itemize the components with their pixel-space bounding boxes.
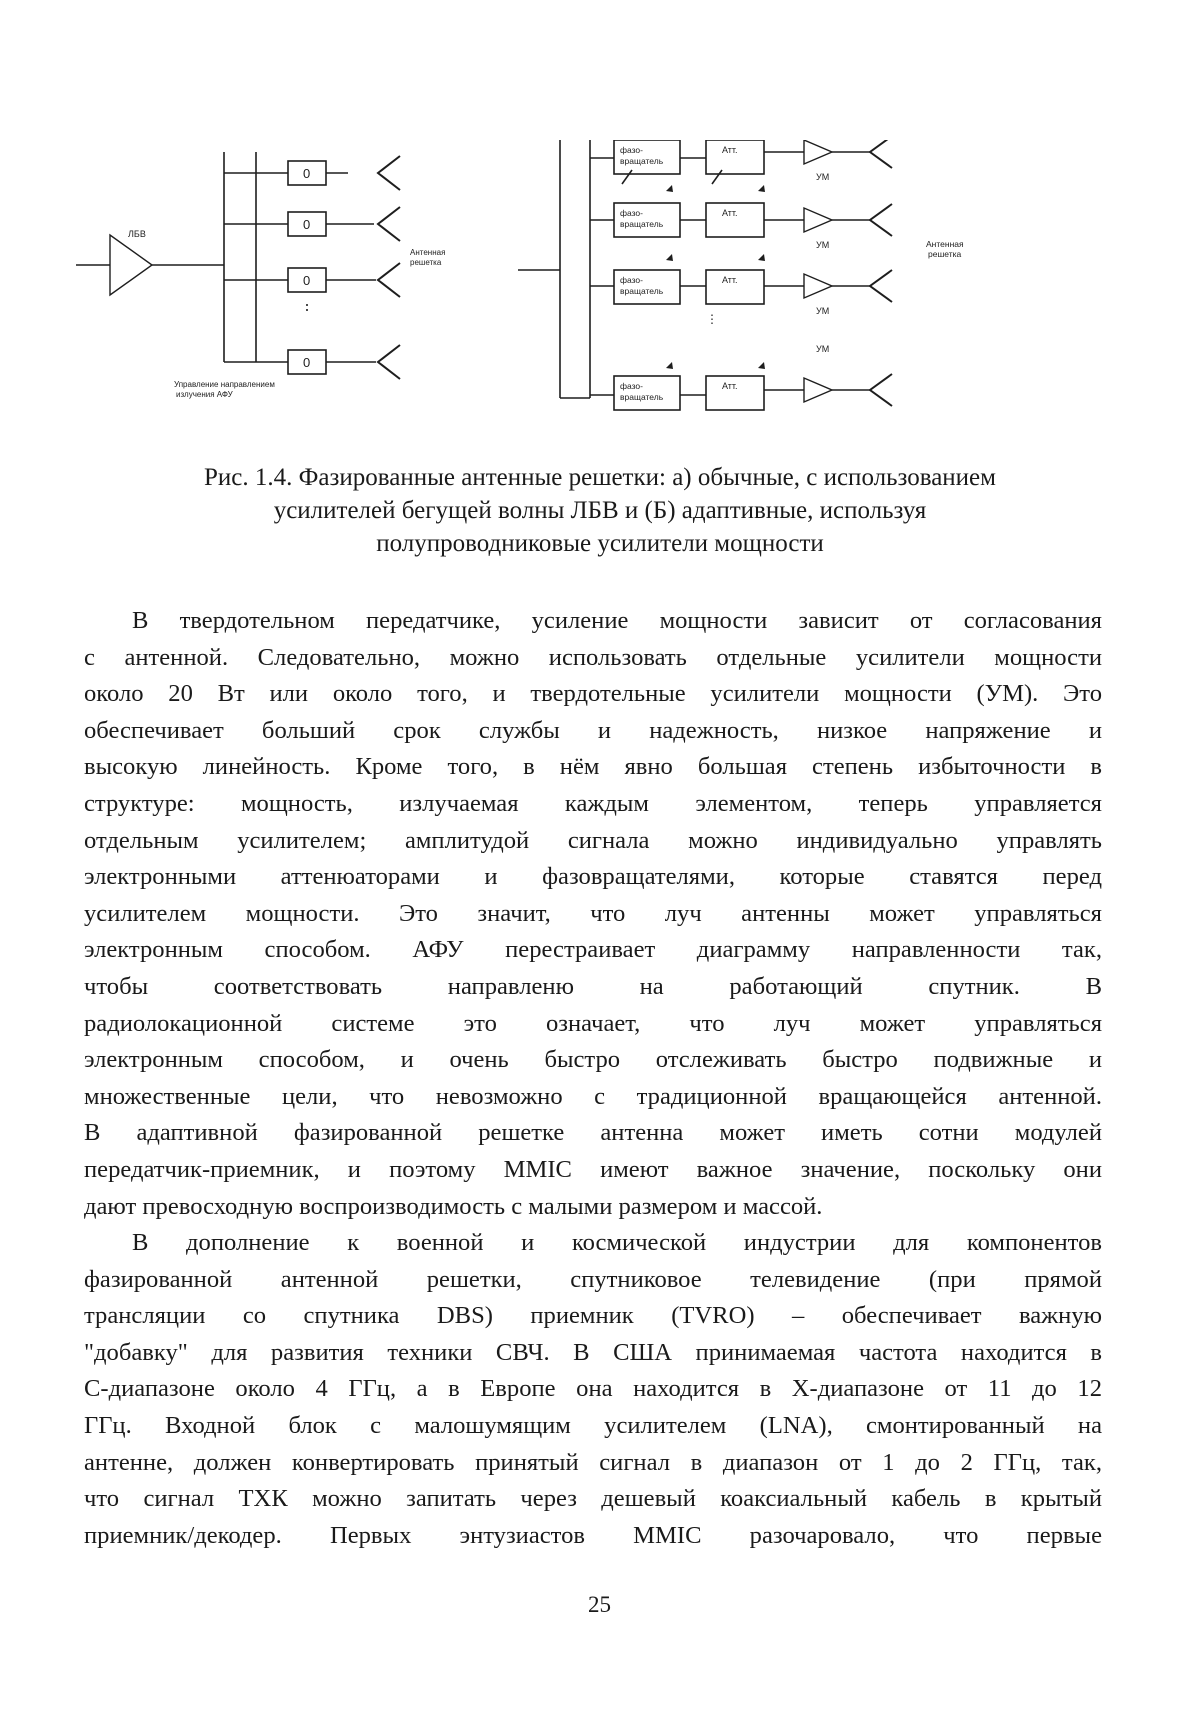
tr-module — [590, 254, 892, 316]
svg-text:0: 0 — [303, 166, 311, 181]
svg-text:фазо-: фазо- — [620, 381, 643, 391]
svg-text:Атт.: Атт. — [722, 381, 738, 391]
antenna-element-icon — [378, 263, 400, 297]
text-line: фазированной антенной решетки, спутниковое телевидение (при прямой — [84, 1265, 1102, 1293]
text-line: электронным способом. АФУ перестраивает диаграмму направленности так, — [84, 936, 1102, 964]
text-line: с антенной. Следовательно, можно использовать отдельные усилители мощности — [84, 643, 1102, 671]
caption-line: полупроводниковые усилители мощности — [376, 530, 824, 557]
phased-array-diagram — [70, 140, 1130, 460]
text-line: множественные цели, что невозможно с традиционной вращающейся антенной. — [84, 1082, 1102, 1110]
text-line: около 20 Вт или около того, и твердотельные усилители мощности (УМ). Это — [84, 680, 1102, 708]
text-line: чтобы соответствовать направленю на работающий спутник. В — [84, 972, 1102, 1000]
text-line: электронным способом, и очень быстро отслеживать быстро подвижные и — [84, 1046, 1102, 1074]
text-line: приемник/декодер. Первых энтузиастов MMIC разочаровало, что первые — [84, 1521, 1102, 1549]
text-line: обеспечивает больший срок службы и надежность, низкое напряжение и — [84, 716, 1102, 744]
svg-text:фазо-: фазо- — [620, 145, 643, 155]
text-line: В адаптивной фазированной решетке антенна может иметь сотни модулей — [84, 1119, 1102, 1147]
caption-line: Рис. 1.4. Фазированные антенные решетки: а) обычные, с использованием — [204, 464, 996, 491]
svg-text:Атт.: Атт. — [722, 275, 738, 285]
antenna-array-label: Антенная — [410, 248, 446, 257]
svg-text:фазо-: фазо- — [620, 275, 643, 285]
phase-branch — [224, 156, 400, 190]
svg-text:фазо-: фазо- — [620, 208, 643, 218]
antenna-element-icon — [870, 374, 892, 406]
figure-caption — [110, 461, 1090, 560]
svg-text:УМ: УМ — [816, 344, 830, 354]
diagram-b-adaptive — [518, 140, 964, 410]
text-line: радиолокационной системе это означает, что луч может управляться — [84, 1009, 1102, 1037]
antenna-element-icon — [870, 270, 892, 302]
power-amplifier-symbol — [804, 274, 832, 298]
twt-amplifier-symbol — [110, 235, 152, 295]
phase-branch — [256, 345, 400, 379]
antenna-element-icon — [870, 204, 892, 236]
tr-module — [590, 140, 892, 184]
svg-text:0: 0 — [303, 273, 311, 288]
svg-text:0: 0 — [303, 217, 311, 232]
power-amplifier-symbol — [804, 208, 832, 232]
svg-text:УМ: УМ — [816, 306, 830, 316]
antenna-element-icon — [870, 140, 892, 168]
svg-text:0: 0 — [303, 355, 311, 370]
power-amplifier-symbol — [804, 140, 832, 164]
text-line: усилителем мощности. Это значит, что луч антенны может управляться — [84, 899, 1102, 927]
caption-line: усилителей бегущей волны ЛБВ и (Б) адаптивные, используя — [273, 497, 927, 524]
text-line: что сигнал ТХК можно запитать через дешевый коаксиальный кабель в крытый — [84, 1485, 1102, 1513]
beam-control-label: Управление направлением — [174, 380, 275, 389]
phase-branch — [224, 263, 400, 297]
svg-text:решетка: решетка — [928, 249, 962, 259]
antenna-element-icon — [378, 207, 400, 241]
text-line: В дополнение к военной и космической индустрии для компонентов — [132, 1229, 1102, 1257]
svg-text:решетка: решетка — [410, 258, 442, 267]
svg-text:⋮: ⋮ — [706, 312, 718, 326]
svg-text:вращатель: вращатель — [620, 392, 664, 402]
antenna-element-icon — [378, 156, 400, 190]
text-line: передатчик-приемник, и поэтому MMIC имеют важное значение, поскольку они — [84, 1155, 1102, 1183]
text-line: трансляции со спутника DBS) приемник (TVRO) – обеспечивает важную — [84, 1302, 1102, 1330]
twt-label: ЛБВ — [128, 229, 146, 239]
phase-branch — [224, 207, 400, 241]
svg-text:вращатель: вращатель — [620, 156, 664, 166]
text-line: ГГц. Входной блок с малошумящим усилителем (LNA), смонтированный на — [84, 1412, 1102, 1440]
text-line: В твердотельном передатчике, усиление мощности зависит от согласования — [132, 607, 1102, 634]
power-amplifier-symbol — [804, 378, 832, 402]
text-line: антенне, должен конвертировать принятый сигнал в диапазон от 1 до 2 ГГц, так, — [84, 1448, 1102, 1476]
antenna-element-icon — [378, 345, 400, 379]
body-text — [84, 603, 1102, 1554]
tr-module — [590, 362, 892, 410]
text-line: структуре: мощность, излучаемая каждым элементом, теперь управляется — [84, 789, 1102, 817]
page-number: 25 — [588, 1592, 611, 1617]
text-line: высокую линейность. Кроме того, в нём явно большая степень избыточности в — [84, 753, 1102, 781]
svg-text:вращатель: вращатель — [620, 219, 664, 229]
antenna-array-label: Антенная — [926, 239, 964, 249]
svg-text:УМ: УМ — [816, 240, 830, 250]
svg-text:Атт.: Атт. — [722, 145, 738, 155]
svg-text:УМ: УМ — [816, 172, 830, 182]
figure-phased-arrays — [70, 140, 1130, 460]
text-line: "добавку" для развития техники СВЧ. В США принимаемая частота находится в — [84, 1338, 1102, 1366]
svg-text:Атт.: Атт. — [722, 208, 738, 218]
svg-text:излучения АФУ: излучения АФУ — [176, 390, 233, 399]
diagram-a-conventional — [76, 152, 445, 399]
svg-text:вращатель: вращатель — [620, 286, 664, 296]
text-line: дают превосходную воспроизводимость с малыми размером и массой. — [84, 1192, 823, 1220]
text-line: С-диапазоне около 4 ГГц, а в Европе она находится в Х-диапазоне от 11 до 12 — [84, 1375, 1102, 1403]
text-line: отдельным усилителем; амплитудой сигнала можно индивидуально управлять — [84, 826, 1102, 854]
text-line: электронными аттенюаторами и фазовращателями, которые ставятся перед — [84, 863, 1102, 891]
tr-module — [590, 185, 892, 250]
